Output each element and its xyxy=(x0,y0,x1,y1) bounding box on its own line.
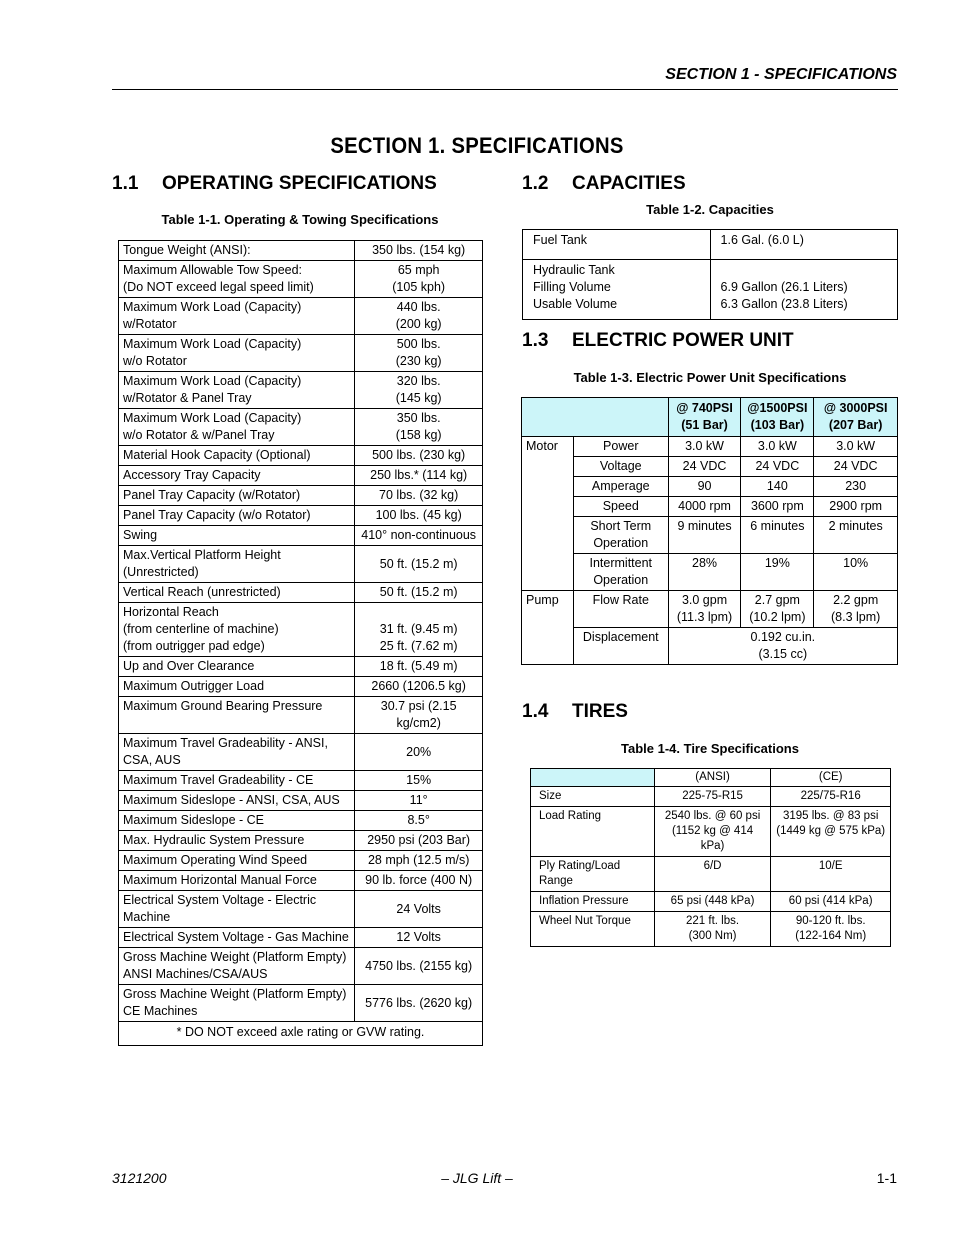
pressure-header: @ 740PSI (51 Bar) xyxy=(668,398,741,437)
spec-label: Maximum Operating Wind Speed xyxy=(119,851,355,871)
parameter-value: 10% xyxy=(814,554,898,591)
table-row xyxy=(522,517,898,554)
tire-spec-label: Load Rating xyxy=(531,807,655,857)
spec-label: Accessory Tray Capacity xyxy=(119,466,355,486)
spec-label: Electrical System Voltage - Electric Machine xyxy=(119,891,355,928)
spec-value: 28 mph (12.5 m/s) xyxy=(355,851,483,871)
section-heading-1-2 xyxy=(522,173,686,195)
table-row xyxy=(119,372,483,409)
table-row xyxy=(119,734,483,771)
spec-label: Maximum Allowable Tow Speed: (Do NOT exceed legal speed limit) xyxy=(119,261,355,298)
table-row xyxy=(522,477,898,497)
spec-value: 31 ft. (9.45 m) 25 ft. (7.62 m) xyxy=(355,603,483,657)
tire-spec-value: 2540 lbs. @ 60 psi (1152 kg @ 414 kPa) xyxy=(654,807,771,857)
table-row xyxy=(119,546,483,583)
electric-power-unit-table xyxy=(521,397,898,665)
table-row xyxy=(531,892,891,912)
table-row xyxy=(119,241,483,261)
table-row xyxy=(119,298,483,335)
section-number: 1.4 xyxy=(522,701,549,722)
tire-specs-table xyxy=(530,768,891,947)
parameter-label: Power xyxy=(573,437,668,457)
table-caption-1-4: Table 1-4. Tire Specifications xyxy=(621,741,799,756)
spec-value: 350 lbs. (158 kg) xyxy=(355,409,483,446)
spec-value: 12 Volts xyxy=(355,928,483,948)
spec-label: Swing xyxy=(119,526,355,546)
group-label-motor: Motor xyxy=(522,437,574,591)
tire-spec-value: 10/E xyxy=(771,857,891,892)
spec-label: Panel Tray Capacity (w/o Rotator) xyxy=(119,506,355,526)
parameter-label: Intermittent Operation xyxy=(573,554,668,591)
spec-value: 5776 lbs. (2620 kg) xyxy=(355,985,483,1022)
spec-value: 100 lbs. (45 kg) xyxy=(355,506,483,526)
parameter-value: 2 minutes xyxy=(814,517,898,554)
parameter-value: 9 minutes xyxy=(668,517,741,554)
table-row xyxy=(119,526,483,546)
spec-value: 2660 (1206.5 kg) xyxy=(355,677,483,697)
capacity-label: Fuel Tank xyxy=(523,230,711,260)
spec-value: 20% xyxy=(355,734,483,771)
spec-label: Maximum Work Load (Capacity) w/o Rotator & w/Panel Tray xyxy=(119,409,355,446)
capacity-value: 1.6 Gal. (6.0 L) xyxy=(710,230,897,260)
spec-label: Electrical System Voltage - Gas Machine xyxy=(119,928,355,948)
spec-label: Up and Over Clearance xyxy=(119,657,355,677)
table-row xyxy=(522,437,898,457)
table-row xyxy=(119,871,483,891)
table-header-row xyxy=(531,769,891,787)
parameter-value: 4000 rpm xyxy=(668,497,741,517)
table-row xyxy=(522,591,898,628)
table-row xyxy=(119,811,483,831)
spec-label: Maximum Horizontal Manual Force xyxy=(119,871,355,891)
table-row xyxy=(531,912,891,947)
table-row xyxy=(522,457,898,477)
spec-label: Maximum Work Load (Capacity) w/o Rotator xyxy=(119,335,355,372)
section-heading-1-3 xyxy=(522,330,794,352)
parameter-label: Displacement xyxy=(573,628,668,665)
section-title: ELECTRIC POWER UNIT xyxy=(572,330,794,351)
parameter-label: Short Term Operation xyxy=(573,517,668,554)
pressure-header: @1500PSI (103 Bar) xyxy=(741,398,814,437)
parameter-value: 2.7 gpm (10.2 lpm) xyxy=(741,591,814,628)
tire-spec-label: Ply Rating/Load Range xyxy=(531,857,655,892)
tire-spec-value: 60 psi (414 kPa) xyxy=(771,892,891,912)
parameter-label: Flow Rate xyxy=(573,591,668,628)
page-title: SECTION 1. SPECIFICATIONS xyxy=(330,133,624,158)
table-row xyxy=(531,787,891,807)
table-row xyxy=(119,657,483,677)
spec-value: 65 mph (105 kph) xyxy=(355,261,483,298)
tire-standard-header: (ANSI) xyxy=(654,769,771,787)
parameter-value: 3.0 gpm (11.3 lpm) xyxy=(668,591,741,628)
spec-label: Gross Machine Weight (Platform Empty) CE Machines xyxy=(119,985,355,1022)
spec-label: Maximum Outrigger Load xyxy=(119,677,355,697)
header-blank xyxy=(531,769,655,787)
spec-value: 500 lbs. (230 kg) xyxy=(355,446,483,466)
table-row xyxy=(523,230,898,260)
tire-standard-header: (CE) xyxy=(771,769,891,787)
spec-value: 8.5° xyxy=(355,811,483,831)
spec-label: Tongue Weight (ANSI): xyxy=(119,241,355,261)
table-row xyxy=(119,697,483,734)
parameter-value: 28% xyxy=(668,554,741,591)
table-row xyxy=(119,928,483,948)
spec-value: 70 lbs. (32 kg) xyxy=(355,486,483,506)
table-row xyxy=(119,486,483,506)
tire-spec-value: 225-75-R15 xyxy=(654,787,771,807)
table-row xyxy=(119,261,483,298)
spec-label: Maximum Travel Gradeability - CE xyxy=(119,771,355,791)
table-row xyxy=(522,497,898,517)
group-label-pump: Pump xyxy=(522,591,574,665)
table-row xyxy=(523,260,898,320)
spec-value: 250 lbs.* (114 kg) xyxy=(355,466,483,486)
table-row xyxy=(522,628,898,665)
table-caption-1-2: Table 1-2. Capacities xyxy=(646,202,774,217)
capacities-table xyxy=(522,229,898,320)
tire-spec-label: Size xyxy=(531,787,655,807)
table-footnote: * DO NOT exceed axle rating or GVW rating. xyxy=(119,1022,483,1046)
table-row xyxy=(119,677,483,697)
parameter-label: Amperage xyxy=(573,477,668,497)
table-row xyxy=(119,891,483,928)
section-heading-1-1 xyxy=(112,173,437,195)
capacity-label: Hydraulic Tank Filling Volume Usable Volume xyxy=(523,260,711,320)
spec-label: Maximum Work Load (Capacity) w/Rotator xyxy=(119,298,355,335)
parameter-value: 2.2 gpm (8.3 lpm) xyxy=(814,591,898,628)
spec-label: Material Hook Capacity (Optional) xyxy=(119,446,355,466)
table-header-row xyxy=(522,398,898,437)
spec-value: 500 lbs. (230 kg) xyxy=(355,335,483,372)
spec-value: 50 ft. (15.2 m) xyxy=(355,546,483,583)
spec-value: 18 ft. (5.49 m) xyxy=(355,657,483,677)
pressure-header: @ 3000PSI (207 Bar) xyxy=(814,398,898,437)
spec-label: Horizontal Reach (from centerline of machine) (from outrigger pad edge) xyxy=(119,603,355,657)
parameter-value: 24 VDC xyxy=(814,457,898,477)
table-row xyxy=(119,831,483,851)
footer-doc-number: 3121200 xyxy=(112,1170,167,1186)
spec-value: 320 lbs. (145 kg) xyxy=(355,372,483,409)
table-row xyxy=(531,857,891,892)
spec-label: Gross Machine Weight (Platform Empty) ANSI Machines/CSA/AUS xyxy=(119,948,355,985)
operating-specs-table xyxy=(118,240,483,1046)
capacity-value: 6.9 Gallon (26.1 Liters) 6.3 Gallon (23.8 Liters) xyxy=(710,260,897,320)
parameter-value: 3.0 kW xyxy=(668,437,741,457)
parameter-label: Speed xyxy=(573,497,668,517)
table-row xyxy=(119,506,483,526)
section-title: TIRES xyxy=(572,701,628,722)
tire-spec-label: Wheel Nut Torque xyxy=(531,912,655,947)
parameter-value: 230 xyxy=(814,477,898,497)
tire-spec-value: 90-120 ft. lbs. (122-164 Nm) xyxy=(771,912,891,947)
spec-value: 15% xyxy=(355,771,483,791)
table-row xyxy=(522,554,898,591)
spec-value: 4750 lbs. (2155 kg) xyxy=(355,948,483,985)
table-row xyxy=(119,985,483,1022)
parameter-value: 3.0 kW xyxy=(741,437,814,457)
spec-value: 440 lbs. (200 kg) xyxy=(355,298,483,335)
table-row xyxy=(119,446,483,466)
table-row xyxy=(119,603,483,657)
table-row xyxy=(119,791,483,811)
spec-value: 30.7 psi (2.15 kg/cm2) xyxy=(355,697,483,734)
table-caption-1-1: Table 1-1. Operating & Towing Specifications xyxy=(161,212,439,227)
spec-value: 50 ft. (15.2 m) xyxy=(355,583,483,603)
table-row xyxy=(531,807,891,857)
parameter-value: 0.192 cu.in. (3.15 cc) xyxy=(668,628,897,665)
tire-spec-value: 225/75-R16 xyxy=(771,787,891,807)
header-rule xyxy=(112,89,898,90)
spec-label: Vertical Reach (unrestricted) xyxy=(119,583,355,603)
parameter-label: Voltage xyxy=(573,457,668,477)
tire-spec-value: 65 psi (448 kPa) xyxy=(654,892,771,912)
header-blank xyxy=(522,398,669,437)
section-number: 1.2 xyxy=(522,173,549,194)
spec-value: 410° non-continuous xyxy=(355,526,483,546)
parameter-value: 140 xyxy=(741,477,814,497)
spec-label: Maximum Travel Gradeability - ANSI, CSA, AUS xyxy=(119,734,355,771)
section-heading-1-4 xyxy=(522,701,628,723)
parameter-value: 6 minutes xyxy=(741,517,814,554)
spec-label: Maximum Ground Bearing Pressure xyxy=(119,697,355,734)
spec-label: Maximum Sideslope - ANSI, CSA, AUS xyxy=(119,791,355,811)
section-title: OPERATING SPECIFICATIONS xyxy=(162,173,437,194)
spec-value: 350 lbs. (154 kg) xyxy=(355,241,483,261)
spec-value: 2950 psi (203 Bar) xyxy=(355,831,483,851)
tire-spec-value: 221 ft. lbs. (300 Nm) xyxy=(654,912,771,947)
parameter-value: 3.0 kW xyxy=(814,437,898,457)
section-title: CAPACITIES xyxy=(572,173,686,194)
table-row xyxy=(119,466,483,486)
parameter-value: 19% xyxy=(741,554,814,591)
running-header: SECTION 1 - SPECIFICATIONS xyxy=(665,66,897,83)
spec-value: 11° xyxy=(355,791,483,811)
section-number: 1.1 xyxy=(112,173,139,194)
spec-value: 90 lb. force (400 N) xyxy=(355,871,483,891)
table-row xyxy=(119,851,483,871)
footer-publisher: – JLG Lift – xyxy=(441,1170,513,1186)
table-row xyxy=(119,335,483,372)
table-caption-1-3: Table 1-3. Electric Power Unit Specifications xyxy=(573,370,847,385)
parameter-value: 24 VDC xyxy=(741,457,814,477)
section-number: 1.3 xyxy=(522,330,549,351)
spec-label: Max.Vertical Platform Height (Unrestricted) xyxy=(119,546,355,583)
spec-label: Max. Hydraulic System Pressure xyxy=(119,831,355,851)
table-row xyxy=(119,583,483,603)
table-row xyxy=(119,771,483,791)
parameter-value: 2900 rpm xyxy=(814,497,898,517)
spec-label: Maximum Work Load (Capacity) w/Rotator & Panel Tray xyxy=(119,372,355,409)
parameter-value: 24 VDC xyxy=(668,457,741,477)
spec-value: 24 Volts xyxy=(355,891,483,928)
tire-spec-value: 6/D xyxy=(654,857,771,892)
table-row xyxy=(119,409,483,446)
footer-page-number: 1-1 xyxy=(876,1170,897,1186)
spec-label: Panel Tray Capacity (w/Rotator) xyxy=(119,486,355,506)
tire-spec-label: Inflation Pressure xyxy=(531,892,655,912)
parameter-value: 90 xyxy=(668,477,741,497)
spec-label: Maximum Sideslope - CE xyxy=(119,811,355,831)
table-row xyxy=(119,948,483,985)
tire-spec-value: 3195 lbs. @ 83 psi (1449 kg @ 575 kPa) xyxy=(771,807,891,857)
parameter-value: 3600 rpm xyxy=(741,497,814,517)
